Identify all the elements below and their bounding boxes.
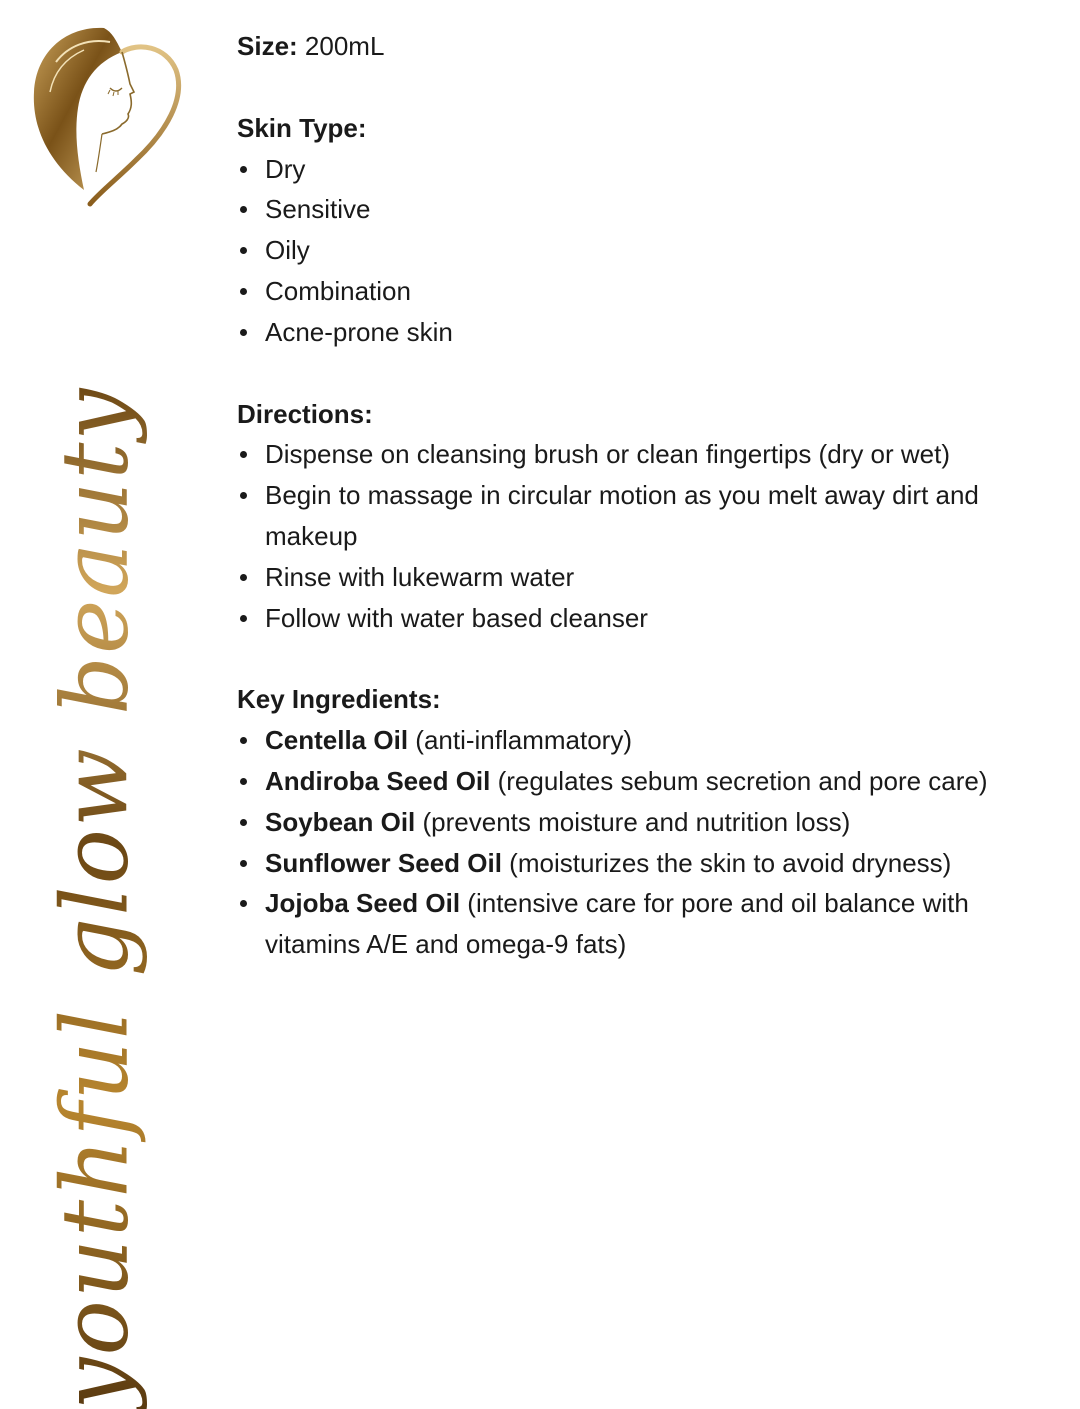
list-item (237, 761, 1057, 802)
skin-type-section (237, 108, 1057, 353)
brand-logo-script (30, 270, 160, 1409)
ingredient-desc: (anti-inflammatory) (415, 725, 632, 756)
list-item: Acne-prone skin (237, 312, 1057, 353)
ingredient-desc: (prevents moisture and nutrition loss) (422, 806, 851, 837)
ingredients-section (237, 679, 1057, 965)
size-section (237, 26, 1057, 67)
woman-face-heart-icon (26, 22, 186, 210)
size-value: 200mL (304, 31, 385, 61)
directions-section (237, 394, 1057, 639)
list-item (237, 802, 1057, 843)
skin-type-list (237, 149, 1057, 353)
list-item: Follow with water based cleanser (237, 598, 1057, 639)
ingredient-desc: (moisturizes the skin to avoid dryness) (509, 847, 952, 878)
directions-list (237, 434, 1057, 638)
ingredient-name: Jojoba Seed Oil (265, 888, 461, 919)
brand-script-text: youthful glow beauty (41, 386, 149, 1409)
ingredient-name: Centella Oil (265, 725, 409, 756)
list-item: Begin to massage in circular motion as you melt away dirt and makeup (237, 475, 1057, 557)
list-item: Combination (237, 271, 1057, 312)
list-item (237, 883, 1057, 965)
ingredient-desc: (intensive care for pore and oil balance with vitamins A/E and omega-9 fats) (265, 888, 969, 960)
list-item: Oily (237, 230, 1057, 271)
list-item: Dry (237, 149, 1057, 190)
directions-heading: Directions: (237, 398, 373, 429)
size-label: Size: (237, 31, 298, 61)
ingredient-name: Andiroba Seed Oil (265, 765, 491, 796)
ingredient-desc: (regulates sebum secretion and pore care) (497, 765, 988, 796)
skin-type-heading: Skin Type: (237, 112, 367, 143)
ingredients-heading: Key Ingredients: (237, 684, 441, 715)
list-item (237, 843, 1057, 884)
ingredients-list (237, 720, 1057, 965)
product-info (237, 26, 1057, 1006)
list-item: Dispense on cleansing brush or clean fingertips (dry or wet) (237, 434, 1057, 475)
ingredient-name: Sunflower Seed Oil (265, 847, 502, 878)
list-item: Rinse with lukewarm water (237, 557, 1057, 598)
ingredient-name: Soybean Oil (265, 806, 416, 837)
list-item: Sensitive (237, 189, 1057, 230)
list-item (237, 720, 1057, 761)
